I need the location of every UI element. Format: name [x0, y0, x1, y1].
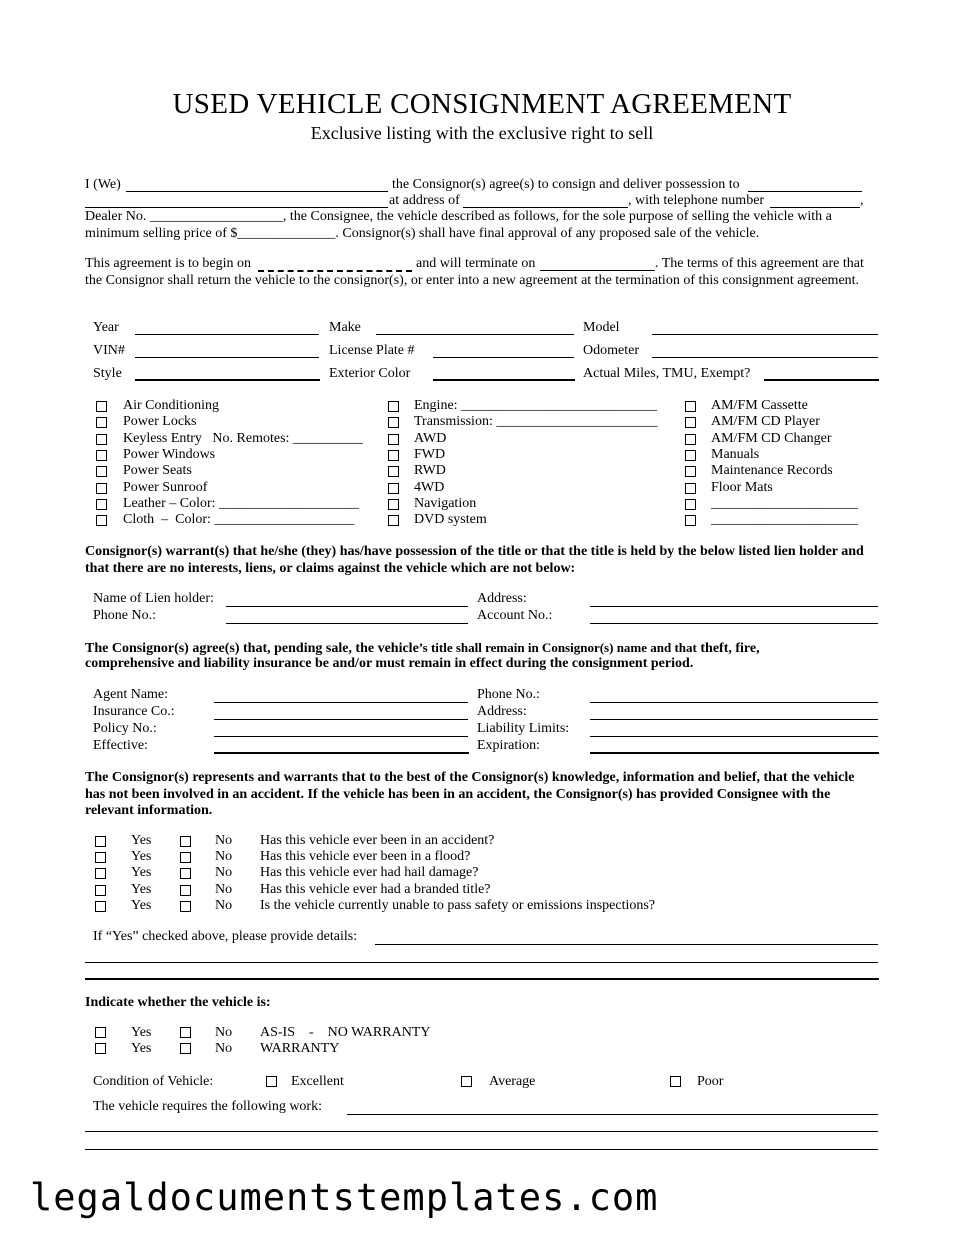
- make-field[interactable]: [376, 334, 574, 335]
- vin-field[interactable]: [135, 357, 319, 358]
- accident-no-checkbox[interactable]: [180, 836, 191, 847]
- option-label: Leather – Color: ____________________: [123, 495, 360, 511]
- consignee-name-field-cont[interactable]: [85, 207, 388, 208]
- accident-no-checkbox[interactable]: [180, 852, 191, 863]
- option-checkbox[interactable]: [388, 499, 399, 510]
- lien-holder-field[interactable]: [226, 606, 468, 607]
- work-required-field-line2[interactable]: [85, 1131, 878, 1132]
- intro-dealer-line: Dealer No. ___________________, the Consignee, the vehicle described as follows, for the sole purpose of selling the vehicle with a: [85, 209, 832, 224]
- license-plate-label: License Plate #: [329, 343, 415, 358]
- agent-name-label: Agent Name:: [93, 687, 169, 702]
- condition-label: Condition of Vehicle:: [93, 1074, 214, 1089]
- accident-no-checkbox[interactable]: [180, 901, 191, 912]
- option-checkbox[interactable]: [96, 401, 107, 412]
- license-plate-field[interactable]: [433, 357, 574, 358]
- style-label: Style: [93, 366, 122, 381]
- insurance-address-field[interactable]: [590, 719, 878, 720]
- warranty-no-label: No: [215, 1041, 233, 1056]
- accident-question: Has this vehicle ever had hail damage?: [260, 865, 479, 881]
- insurance-text-line1: The Consignor(s) agree(s) that, pending sale, the vehicle’s title shall remain in Consignor(s) name and that theft, fire,: [85, 640, 760, 656]
- accident-no-label: No: [215, 865, 233, 881]
- consignor-name-field[interactable]: [126, 191, 388, 192]
- accident-no-label: No: [215, 897, 233, 913]
- end-date-field[interactable]: [540, 270, 655, 271]
- expiration-label: Expiration:: [477, 738, 540, 753]
- option-checkbox[interactable]: [96, 450, 107, 461]
- accident-question: Is the vehicle currently unable to pass safety or emissions inspections?: [260, 897, 656, 913]
- asis-no-checkbox[interactable]: [180, 1027, 191, 1038]
- details-field[interactable]: [375, 944, 878, 945]
- insurance-co-field[interactable]: [214, 719, 468, 720]
- condition-average-checkbox[interactable]: [461, 1076, 472, 1087]
- option-checkbox[interactable]: [685, 434, 696, 445]
- condition-poor-checkbox[interactable]: [670, 1076, 681, 1087]
- accident-yes-checkbox[interactable]: [95, 836, 106, 847]
- intro-address-label: at address of: [389, 193, 460, 208]
- term-terms-text: . The terms of this agreement are that: [655, 256, 864, 271]
- exterior-color-label: Exterior Color: [329, 366, 411, 381]
- accident-yes-label: Yes: [131, 897, 152, 913]
- actual-miles-field[interactable]: [764, 379, 879, 381]
- accident-no-label: No: [215, 849, 233, 865]
- option-checkbox[interactable]: [685, 401, 696, 412]
- title-warrant-line1: Consignor(s) warrant(s) that he/she (they) has/have possession of the title or that the title is held by the below listed lien holder and: [85, 544, 864, 559]
- liability-limits-field[interactable]: [590, 736, 878, 737]
- odometer-field[interactable]: [652, 357, 878, 358]
- option-label: _____________________: [711, 512, 858, 528]
- option-checkbox[interactable]: [388, 450, 399, 461]
- work-required-field[interactable]: [347, 1114, 878, 1115]
- lien-holder-label: Name of Lien holder:: [93, 591, 214, 606]
- effective-field[interactable]: [214, 752, 469, 754]
- accident-yes-checkbox[interactable]: [95, 885, 106, 896]
- agent-phone-label: Phone No.:: [477, 687, 540, 702]
- condition-excellent-label: Excellent: [291, 1074, 344, 1089]
- expiration-field[interactable]: [590, 752, 879, 754]
- option-label: Power Sunroof: [123, 479, 208, 495]
- effective-label: Effective:: [93, 738, 148, 753]
- option-label: Air Conditioning: [123, 398, 220, 413]
- footer-site-name: legaldocumentstemplates.com: [30, 1176, 659, 1219]
- lien-address-label: Address:: [477, 591, 527, 606]
- option-checkbox[interactable]: [96, 466, 107, 477]
- odometer-label: Odometer: [583, 343, 639, 358]
- option-checkbox[interactable]: [96, 417, 107, 428]
- option-checkbox[interactable]: [96, 515, 107, 526]
- condition-poor-label: Poor: [697, 1074, 724, 1089]
- lien-account-field[interactable]: [590, 623, 878, 624]
- option-checkbox[interactable]: [388, 483, 399, 494]
- details-field-line2[interactable]: [85, 962, 878, 963]
- accident-yes-label: Yes: [131, 849, 152, 865]
- consignee-name-field[interactable]: [748, 191, 862, 192]
- option-checkbox[interactable]: [388, 466, 399, 477]
- liability-limits-label: Liability Limits:: [477, 721, 570, 736]
- option-label: Keyless Entry No. Remotes: __________: [123, 430, 363, 446]
- details-label: If “Yes” checked above, please provide details:: [93, 929, 358, 944]
- option-checkbox[interactable]: [685, 417, 696, 428]
- accident-yes-checkbox[interactable]: [95, 901, 106, 912]
- accident-yes-label: Yes: [131, 865, 152, 881]
- agent-name-field[interactable]: [214, 702, 468, 703]
- option-checkbox[interactable]: [388, 515, 399, 526]
- year-field[interactable]: [135, 334, 319, 335]
- vin-label: VIN#: [93, 343, 125, 358]
- option-checkbox[interactable]: [685, 515, 696, 526]
- policy-no-label: Policy No.:: [93, 721, 157, 736]
- accident-question: Has this vehicle ever been in an accident?: [260, 833, 495, 848]
- warranty-yes-label: Yes: [131, 1041, 152, 1056]
- document-subtitle: Exclusive listing with the exclusive right to sell: [310, 123, 654, 143]
- condition-excellent-checkbox[interactable]: [266, 1076, 277, 1087]
- details-field-line3[interactable]: [85, 978, 879, 980]
- option-checkbox[interactable]: [96, 483, 107, 494]
- option-label: AM/FM CD Changer: [711, 430, 832, 446]
- option-label: _____________________: [711, 495, 858, 511]
- consignee-telephone-field[interactable]: [770, 207, 860, 208]
- option-label: Maintenance Records: [711, 463, 833, 479]
- option-label: Power Seats: [123, 463, 192, 479]
- insurance-co-label: Insurance Co.:: [93, 704, 175, 719]
- option-label: DVD system: [414, 512, 487, 528]
- consignee-address-field[interactable]: [463, 207, 628, 208]
- asis-no-label: No: [215, 1025, 233, 1040]
- option-checkbox[interactable]: [685, 466, 696, 477]
- asis-yes-checkbox[interactable]: [95, 1027, 106, 1038]
- accident-text-line2: has not been involved in an accident. If the vehicle has been in an accident, the Consignor(s) has provided Consignee with the: [85, 787, 831, 802]
- title-warrant-line2: that there are no interests, liens, or claims against the vehicle which are not below:: [85, 561, 576, 576]
- accident-yes-label: Yes: [131, 881, 152, 897]
- accident-text-line3: relevant information.: [85, 803, 213, 818]
- insurance-address-label: Address:: [477, 704, 527, 719]
- insurance-text-line2: comprehensive and liability insurance be and/or must remain in effect during the consignment period.: [85, 656, 694, 671]
- intro-consign-text: the Consignor(s) agree(s) to consign and deliver possession to: [392, 177, 740, 192]
- option-label: Navigation: [414, 495, 477, 511]
- option-label: 4WD: [414, 479, 445, 495]
- document-title: USED VEHICLE CONSIGNMENT AGREEMENT: [172, 88, 792, 120]
- year-label: Year: [93, 320, 119, 335]
- option-checkbox[interactable]: [96, 434, 107, 445]
- work-required-field-line3[interactable]: [85, 1149, 878, 1150]
- option-label: Manuals: [711, 446, 760, 462]
- option-label: Floor Mats: [711, 479, 773, 495]
- agent-phone-field[interactable]: [590, 702, 878, 703]
- option-label: Engine: ____________________________: [414, 398, 658, 413]
- accident-yes-checkbox[interactable]: [95, 852, 106, 863]
- option-checkbox[interactable]: [96, 499, 107, 510]
- option-checkbox[interactable]: [685, 483, 696, 494]
- accident-text-line1: The Consignor(s) represents and warrants that to the best of the Consignor(s) knowledge, information and belief, that the vehicle: [85, 770, 855, 785]
- intro-price-line: minimum selling price of $______________. Consignor(s) shall have final approval of any proposed sale of the vehicle.: [85, 226, 760, 241]
- option-checkbox[interactable]: [388, 434, 399, 445]
- option-label: AM/FM CD Player: [711, 414, 820, 430]
- actual-miles-label: Actual Miles, TMU, Exempt?: [583, 366, 751, 381]
- intro-comma: ,: [860, 193, 864, 208]
- option-checkbox[interactable]: [685, 499, 696, 510]
- option-checkbox[interactable]: [388, 417, 399, 428]
- accident-yes-checkbox[interactable]: [95, 868, 106, 879]
- work-required-label: The vehicle requires the following work:: [93, 1099, 322, 1114]
- term-begin-label: This agreement is to begin on: [85, 256, 252, 271]
- asis-label: AS-IS - NO WARRANTY: [260, 1025, 431, 1040]
- model-field[interactable]: [652, 334, 878, 335]
- begin-date-field[interactable]: [258, 270, 412, 272]
- model-label: Model: [583, 320, 620, 335]
- accident-question: Has this vehicle ever been in a flood?: [260, 849, 471, 865]
- make-label: Make: [329, 320, 361, 335]
- option-label: Power Locks: [123, 414, 197, 430]
- term-return-text: the Consignor shall return the vehicle to the consignor(s), or enter into a new agreement at the termination of this consignment agreement.: [85, 273, 860, 288]
- condition-average-label: Average: [489, 1074, 536, 1089]
- policy-no-field[interactable]: [214, 736, 468, 737]
- lien-phone-label: Phone No.:: [93, 608, 156, 623]
- option-label: Cloth – Color: ____________________: [123, 512, 355, 528]
- accident-yes-label: Yes: [131, 833, 152, 848]
- warranty-heading: Indicate whether the vehicle is:: [85, 995, 271, 1010]
- option-label: RWD: [414, 463, 446, 479]
- accident-no-checkbox[interactable]: [180, 868, 191, 879]
- lien-phone-field[interactable]: [226, 623, 468, 624]
- accident-no-label: No: [215, 881, 233, 897]
- warranty-no-checkbox[interactable]: [180, 1043, 191, 1054]
- style-field[interactable]: [135, 379, 320, 381]
- option-label: Power Windows: [123, 446, 216, 462]
- option-label: AM/FM Cassette: [711, 398, 808, 413]
- warranty-label: WARRANTY: [260, 1041, 340, 1056]
- option-checkbox[interactable]: [685, 450, 696, 461]
- option-label: Transmission: _______________________: [414, 414, 658, 430]
- term-end-label: and will terminate on: [416, 256, 536, 271]
- accident-no-checkbox[interactable]: [180, 885, 191, 896]
- accident-no-label: No: [215, 833, 233, 848]
- option-label: FWD: [414, 446, 446, 462]
- intro-telephone-label: , with telephone number: [628, 193, 765, 208]
- intro-consignor-label: I (We): [85, 177, 121, 192]
- lien-account-label: Account No.:: [477, 608, 553, 623]
- asis-yes-label: Yes: [131, 1025, 152, 1040]
- lien-address-field[interactable]: [590, 606, 878, 607]
- option-checkbox[interactable]: [388, 401, 399, 412]
- accident-question: Has this vehicle ever had a branded title?: [260, 881, 491, 897]
- option-label: AWD: [414, 430, 447, 446]
- warranty-yes-checkbox[interactable]: [95, 1043, 106, 1054]
- exterior-color-field[interactable]: [433, 379, 575, 381]
